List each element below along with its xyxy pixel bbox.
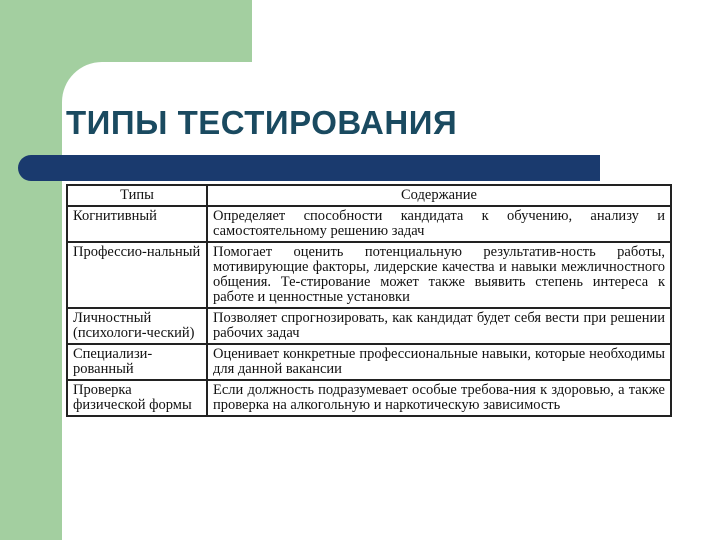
title-underline-bar — [18, 155, 600, 181]
type-cell: Личностный (психологи-ческий) — [67, 308, 207, 344]
type-cell: Специализи-рованный — [67, 344, 207, 380]
content-cell: Позволяет спрогнозировать, как кандидат будет себя вести при решении рабочих задач — [207, 308, 671, 344]
table-row — [67, 344, 671, 380]
header-content: Содержание — [207, 185, 671, 206]
type-cell: Проверка физической формы — [67, 380, 207, 416]
content-cell: Если должность подразумевает особые требова-ния к здоровью, а также проверка на алкогольную и наркотическую зависимость — [207, 380, 671, 416]
type-cell: Когнитивный — [67, 206, 207, 242]
table-header-row — [67, 185, 671, 206]
table-row — [67, 308, 671, 344]
content-cell: Помогает оценить потенциальную результатив-ность работы, мотивирующие факторы, лидерские качества и навыки межличностного общения. Те-стирование может также выявить степень интереса к работе и ценностные установки — [207, 242, 671, 308]
testing-types-table — [66, 184, 672, 417]
content-cell: Оценивает конкретные профессиональные навыки, которые необходимы для данной вакансии — [207, 344, 671, 380]
decor-green-strip — [0, 0, 62, 540]
table-row — [67, 206, 671, 242]
type-cell: Профессио-нальный — [67, 242, 207, 308]
slide-title: ТИПЫ ТЕСТИРОВАНИЯ — [66, 104, 458, 141]
table-row — [67, 242, 671, 308]
content-cell: Определяет способности кандидата к обучению, анализу и самостоятельному решению задач — [207, 206, 671, 242]
header-types: Типы — [67, 185, 207, 206]
table-row — [67, 380, 671, 416]
